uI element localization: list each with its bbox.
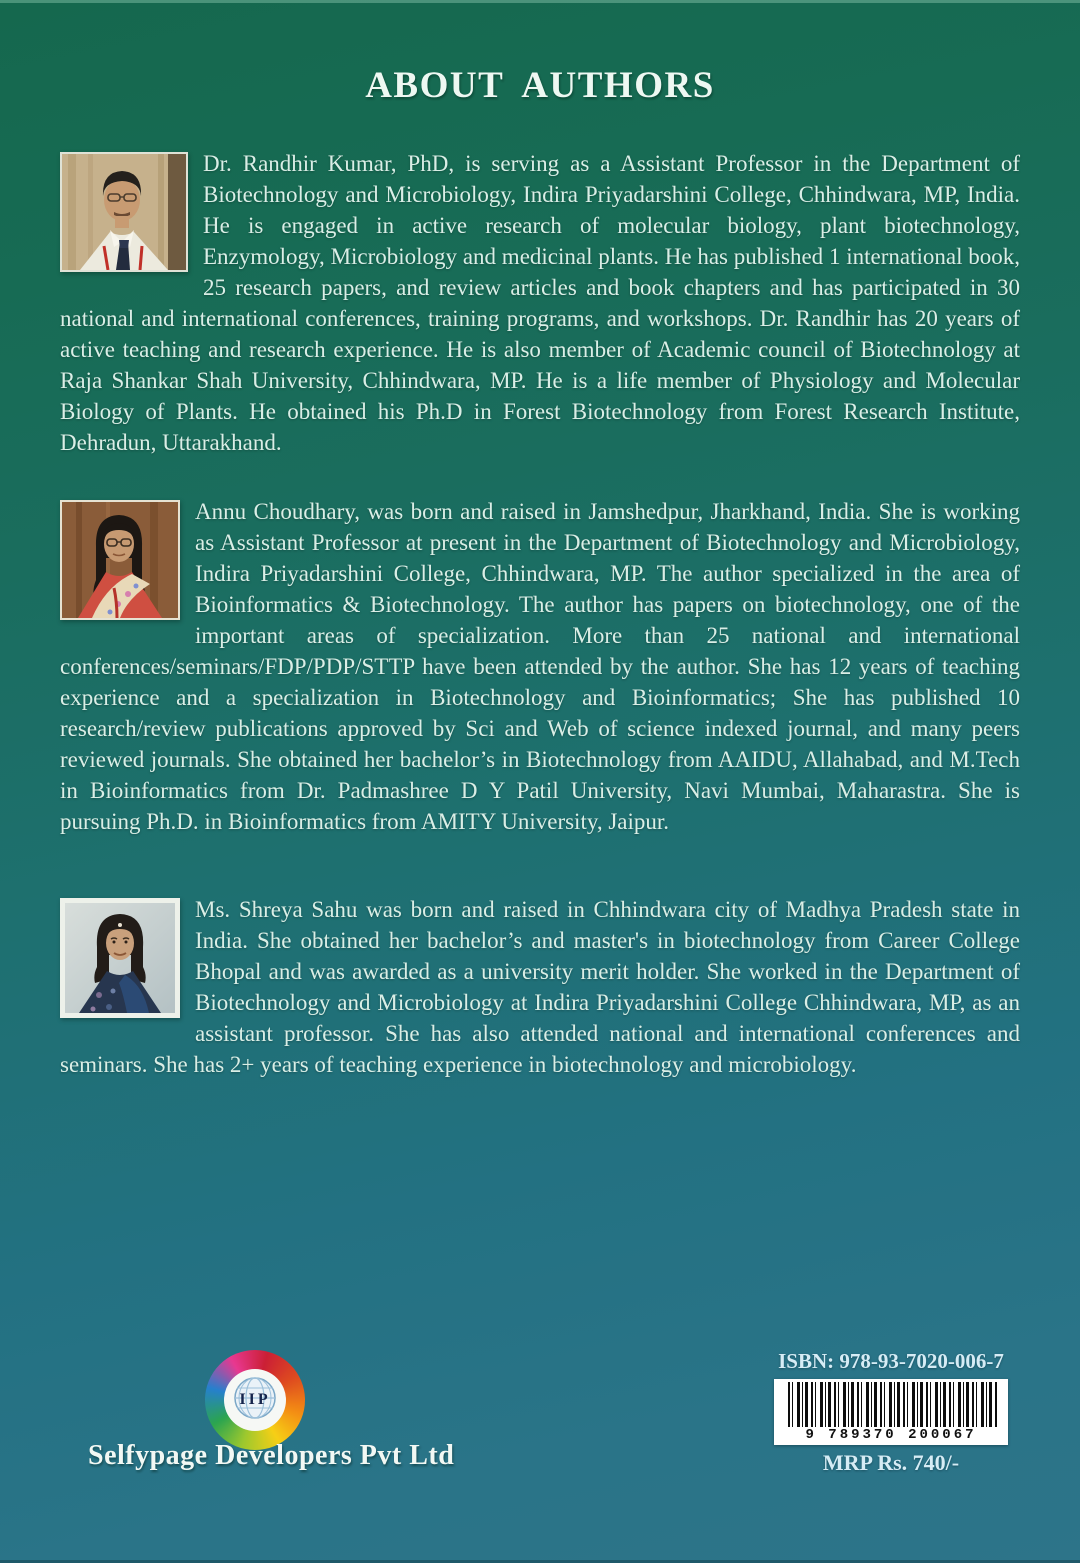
page-title: ABOUT AUTHORS <box>365 65 715 106</box>
barcode <box>774 1379 1008 1445</box>
author-photo-randhir-kumar <box>60 152 188 272</box>
logo-center <box>224 1369 286 1431</box>
barcode-bars-icon <box>788 1382 998 1427</box>
isbn-block <box>762 1349 1020 1476</box>
isbn-number: ISBN: 978-93-7020-006-7 <box>778 1349 1004 1373</box>
author-bio-shreya-sahu <box>60 894 1020 1080</box>
author-photo-annu-choudhary <box>60 500 180 620</box>
publisher-name: Selfypage Developers Pvt Ltd <box>88 1440 455 1471</box>
author-bio-annu-choudhary <box>60 496 1020 837</box>
barcode-digits: 9 789370 200067 <box>805 1427 977 1443</box>
author-photo-shreya-sahu <box>60 898 180 1018</box>
author-bio-text: Annu Choudhary, was born and raised in Jamshedpur, Jharkhand, India. She is working as Assistant Professor at present in the Department of Biotechnology and Microbiology, Indira Priyadarshini College, Chhindwara, MP. The author specialized in the area of Bioinformatics & Biotechnology. The author has papers on biotechnology, one of the important areas of specialization. More than 25 national and international conferences/seminars/FDP/PDP/STTP have been attended by the author. She has 12 years of teaching experience and a specialization in Biotechnology and Bioinformatics; She has published 10 research/review publications approved by Sci and Web of science indexed journal, and many peers reviewed journals. She obtained her bachelor’s in Biotechnology from AAIDU, Allahabad, and M.Tech in Bioinformatics from Dr. Padmashree D Y Patil University, Navi Mumbai, Maharastra. She is pursuing Ph.D. in Bioinformatics from AMITY University, Jaipur. <box>60 499 1020 834</box>
author-bio-text: Dr. Randhir Kumar, PhD, is serving as a Assistant Professor in the Department of Biotechnology and Microbiology, Indira Priyadarshini College, Chhindwara, MP, India. He is engaged in active research of molecular biology, plant biotechnology, Enzymology, Microbiology and medicinal plants. He has published 1 international book, 25 research papers, and review articles and book chapters and has participated in 30 national and international conferences, training programs, and workshops. Dr. Randhir has 20 years of active teaching and research experience. He is also member of Academic council of Biotechnology at Raja Shankar Shah University, Chhindwara, MP. He is a life member of Physiology and Molecular Biology of Plants. He obtained his Ph.D in Forest Biotechnology from Forest Research Institute, Dehradun, Uttarakhand. <box>60 151 1020 455</box>
author-bio-randhir-kumar <box>60 148 1020 458</box>
publisher-logo <box>205 1350 305 1450</box>
logo-iip-text: IIP <box>239 1391 271 1408</box>
mrp-price: MRP Rs. 740/- <box>822 1450 960 1475</box>
author-bio-text: Ms. Shreya Sahu was born and raised in Chhindwara city of Madhya Pradesh state in India. She obtained her bachelor’s and master's in biotechnology from Career College Bhopal and was awarded as a university merit holder. She worked in the Department of Biotechnology and Microbiology at Indira Priyadarshini College Chhindwara, MP, as an assistant professor. She has also attended national and international conferences and seminars. She has 2+ years of teaching experience in biotechnology and microbiology. <box>60 897 1020 1077</box>
